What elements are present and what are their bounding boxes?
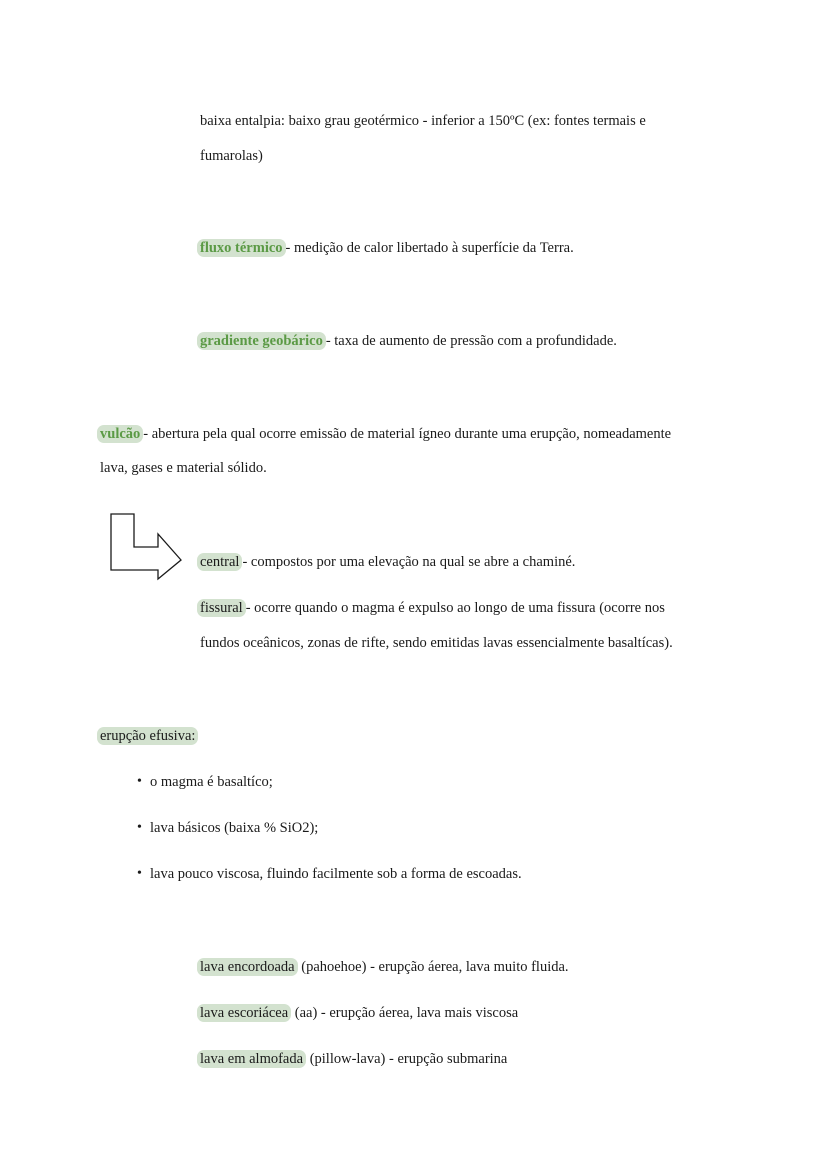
vulcao-definition-line-1: - abertura pela qual ocorre emissão de material ígneo durante uma erupção, nomeadamente — [143, 426, 672, 442]
fluxo-termico-definition: - medição de calor libertado à superfície da Terra. — [285, 240, 574, 256]
gradiente-geobarico-paragraph — [200, 332, 617, 350]
central-paragraph — [200, 553, 575, 571]
lava-type-row-3 — [200, 1050, 507, 1068]
bullet-item-2: lava básicos (baixa % SiO2); — [150, 820, 319, 836]
bullet-item-1: o magma é basaltíco; — [150, 774, 273, 790]
lava-type-term: lava encordoada — [197, 958, 298, 976]
lava-type-description: (aa) - erupção áerea, lava mais viscosa — [291, 1005, 519, 1021]
vulcao-definition-line-2: lava, gases e material sólido. — [100, 460, 267, 476]
bullet-dot-icon: • — [137, 866, 142, 881]
fissural-term: fissural — [197, 599, 246, 617]
lava-type-row-1 — [200, 958, 569, 976]
lava-type-term: lava escoriácea — [197, 1004, 291, 1022]
lava-type-term: lava em almofada — [197, 1050, 306, 1068]
fissural-definition-line-2: fundos oceânicos, zonas de rifte, sendo emitidas lavas essencialmente basaltícas). — [200, 635, 673, 651]
central-term: central — [197, 553, 242, 571]
lava-type-description: (pahoehoe) - erupção áerea, lava muito fluida. — [297, 959, 569, 975]
fluxo-termico-paragraph — [200, 239, 574, 257]
bullet-dot-icon: • — [137, 820, 142, 835]
vulcao-term: vulcão — [97, 425, 143, 443]
fluxo-termico-term: fluxo térmico — [197, 239, 286, 257]
fissural-paragraph-line-1 — [200, 599, 665, 617]
fissural-definition-line-1: - ocorre quando o magma é expulso ao longo de uma fissura (ocorre nos — [245, 600, 665, 616]
baixa-entalpia-line-2: fumarolas) — [200, 148, 263, 164]
gradiente-geobarico-term: gradiente geobárico — [197, 332, 326, 350]
erupcao-efusiva-heading-wrapper — [100, 727, 198, 745]
bullet-item-3: lava pouco viscosa, fluindo facilmente sob a forma de escoadas. — [150, 866, 522, 882]
central-definition: - compostos por uma elevação na qual se abre a chaminé. — [242, 554, 576, 570]
erupcao-efusiva-heading: erupção efusiva: — [97, 727, 198, 745]
gradiente-geobarico-definition: - taxa de aumento de pressão com a profundidade. — [325, 333, 617, 349]
baixa-entalpia-line-1: baixa entalpia: baixo grau geotérmico - inferior a 150ºC (ex: fontes termais e — [200, 113, 646, 129]
lava-type-description: (pillow-lava) - erupção submarina — [306, 1051, 508, 1067]
vulcao-paragraph-line-1 — [100, 425, 671, 443]
bent-arrow-icon — [110, 513, 182, 581]
lava-type-row-2 — [200, 1004, 518, 1022]
bullet-dot-icon: • — [137, 774, 142, 789]
